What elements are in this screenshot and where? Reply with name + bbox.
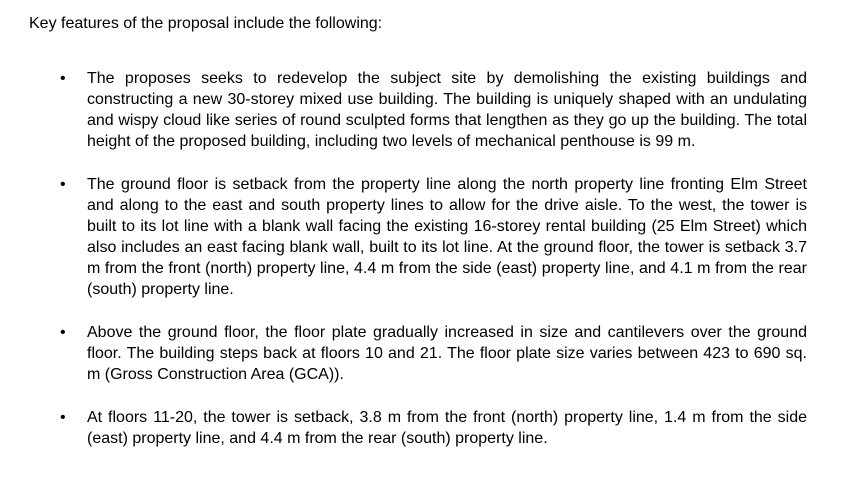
bullet-text: The ground floor is setback from the property line along the north property line fronting Elm Street and along to the east and south property lines to allow for the drive aisle. To the west, the tower is built to its lot line with a blank wall facing the existing 16-storey rental building (25 Elm Street) which also includes an east facing blank wall, built to its lot line. At the ground floor, the tower is setback 3.7 m from the front (north) property line, 4.4 m from the side (east) property line, and 4.1 m from the rear (south) property line. bbox=[87, 176, 807, 298]
bullet-item-4 bbox=[0, 407, 850, 449]
bullet-item-2 bbox=[0, 174, 850, 300]
bullet-item-3 bbox=[0, 322, 850, 385]
bullet-marker-icon: • bbox=[60, 176, 66, 193]
bullet-marker-icon: • bbox=[60, 409, 66, 426]
bullet-text: Above the ground floor, the floor plate gradually increased in size and cantilevers over the ground floor. The building steps back at floors 10 and 21. The floor plate size varies between 423 to 690 sq. m (Gross Construction Area (GCA)). bbox=[87, 324, 807, 383]
bullet-marker-icon: • bbox=[60, 70, 66, 87]
bullet-text: The proposes seeks to redevelop the subject site by demolishing the existing buildings and constructing a new 30-storey mixed use building. The building is uniquely shaped with an undulating and wispy cloud like series of round sculpted forms that lengthen as they go up the building. The total height of the proposed building, including two levels of mechanical penthouse is 99 m. bbox=[87, 70, 807, 150]
bullet-text: At floors 11-20, the tower is setback, 3.8 m from the front (north) property line, 1.4 m from the side (east) property line, and 4.4 m from the rear (south) property line. bbox=[87, 409, 807, 447]
feature-bullet-list bbox=[0, 68, 850, 471]
intro-paragraph: Key features of the proposal include the following: bbox=[29, 15, 383, 32]
bullet-marker-icon: • bbox=[60, 324, 66, 341]
bullet-item-1 bbox=[0, 68, 850, 152]
